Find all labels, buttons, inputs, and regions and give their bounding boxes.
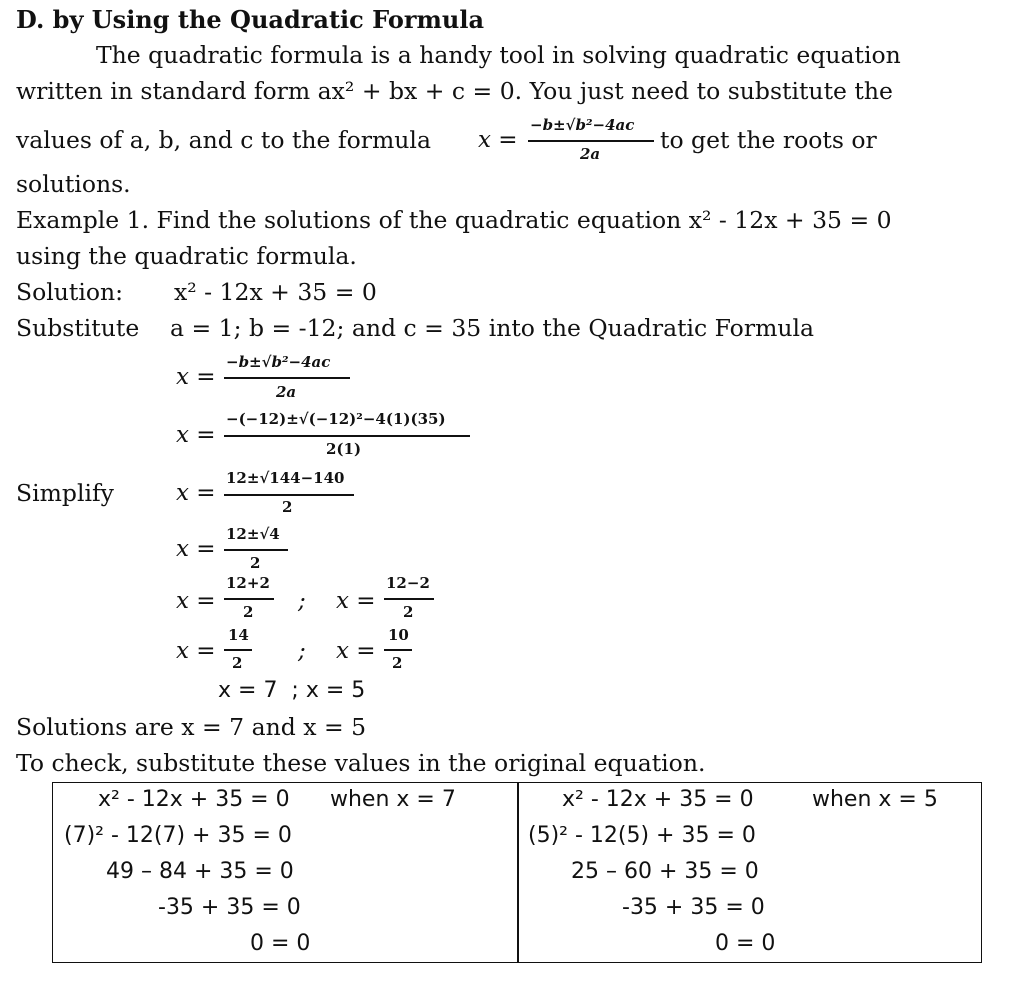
step4-lhs: x = (176, 536, 216, 562)
step5-bar (224, 598, 274, 600)
step1-lhs: x = (176, 364, 216, 390)
step6-bar-2 (384, 649, 412, 651)
check-left-row-4: 0 = 0 (250, 931, 311, 956)
step5-separator: ; (298, 588, 306, 614)
intro-line-3-before: values of a, b, and c to the formula (16, 126, 431, 154)
substitute-label: Substitute (16, 314, 140, 342)
intro-formula-denominator: 2a (580, 145, 601, 163)
step1-numerator: −b±√b²−4ac (226, 353, 331, 371)
substitute-text: a = 1; b = -12; and c = 35 into the Quadratic Formula (170, 314, 815, 342)
example-line-2: using the quadratic formula. (16, 242, 357, 270)
intro-formula-bar (528, 140, 654, 142)
step4-denominator: 2 (250, 554, 261, 572)
check-left-row-1: (7)² - 12(7) + 35 = 0 (64, 823, 292, 848)
intro-formula-numerator: −b±√b²−4ac (530, 116, 635, 134)
step6-denominator-2: 2 (392, 654, 403, 672)
step1-bar (224, 377, 350, 379)
check-right-row-4: 0 = 0 (715, 931, 776, 956)
check-right-row-3: -35 + 35 = 0 (622, 895, 765, 920)
step5-denominator-2: 2 (403, 603, 414, 621)
solution-equation: x² - 12x + 35 = 0 (174, 278, 377, 306)
step5-lhs-2: x = (336, 588, 376, 614)
step1-denominator: 2a (276, 383, 297, 401)
step6-numerator-2: 10 (388, 626, 409, 644)
step6-separator: ; (298, 638, 306, 664)
check-right-header-when: when x = 5 (812, 787, 938, 812)
step5-lhs: x = (176, 588, 216, 614)
step6-lhs-2: x = (336, 638, 376, 664)
intro-line-1: The quadratic formula is a handy tool in solving quadratic equation (96, 41, 901, 69)
check-intro: To check, substitute these values in the original equation. (16, 749, 706, 777)
step3-bar (224, 494, 354, 496)
intro-formula-lhs: x = (478, 127, 518, 153)
step5-numerator-2: 12−2 (386, 574, 430, 592)
check-table-divider (517, 782, 519, 963)
step6-numerator: 14 (228, 626, 249, 644)
step5-denominator: 2 (243, 603, 254, 621)
step5-bar-2 (384, 598, 434, 600)
step2-lhs: x = (176, 422, 216, 448)
section-heading: D. by Using the Quadratic Formula (16, 5, 484, 34)
simplify-label: Simplify (16, 479, 114, 507)
step2-bar (224, 435, 470, 437)
intro-line-3-after: to get the roots or (660, 126, 877, 154)
step3-lhs: x = (176, 480, 216, 506)
solutions-text: Solutions are x = 7 and x = 5 (16, 713, 367, 741)
check-left-header-when: when x = 7 (330, 787, 456, 812)
step4-bar (224, 549, 288, 551)
check-right-row-2: 25 – 60 + 35 = 0 (571, 859, 759, 884)
intro-line-4: solutions. (16, 170, 131, 198)
check-right-header-eq: x² - 12x + 35 = 0 (562, 787, 754, 812)
check-right-row-1: (5)² - 12(5) + 35 = 0 (528, 823, 756, 848)
check-left-row-2: 49 – 84 + 35 = 0 (106, 859, 294, 884)
step5-numerator: 12+2 (226, 574, 270, 592)
result-line: x = 7 ; x = 5 (218, 678, 366, 703)
intro-line-2: written in standard form ax² + bx + c = 0. You just need to substitute the (16, 77, 893, 105)
check-left-header-eq: x² - 12x + 35 = 0 (98, 787, 290, 812)
step3-numerator: 12±√144−140 (226, 469, 345, 487)
check-left-row-3: -35 + 35 = 0 (158, 895, 301, 920)
step4-numerator: 12±√4 (226, 525, 280, 543)
step2-denominator: 2(1) (326, 440, 362, 458)
step6-lhs: x = (176, 638, 216, 664)
step6-denominator: 2 (232, 654, 243, 672)
step2-numerator: −(−12)±√(−12)²−4(1)(35) (226, 410, 446, 428)
example-line-1: Example 1. Find the solutions of the quadratic equation x² - 12x + 35 = 0 (16, 206, 892, 234)
step6-bar (224, 649, 252, 651)
step3-denominator: 2 (282, 498, 293, 516)
solution-label: Solution: (16, 278, 124, 306)
